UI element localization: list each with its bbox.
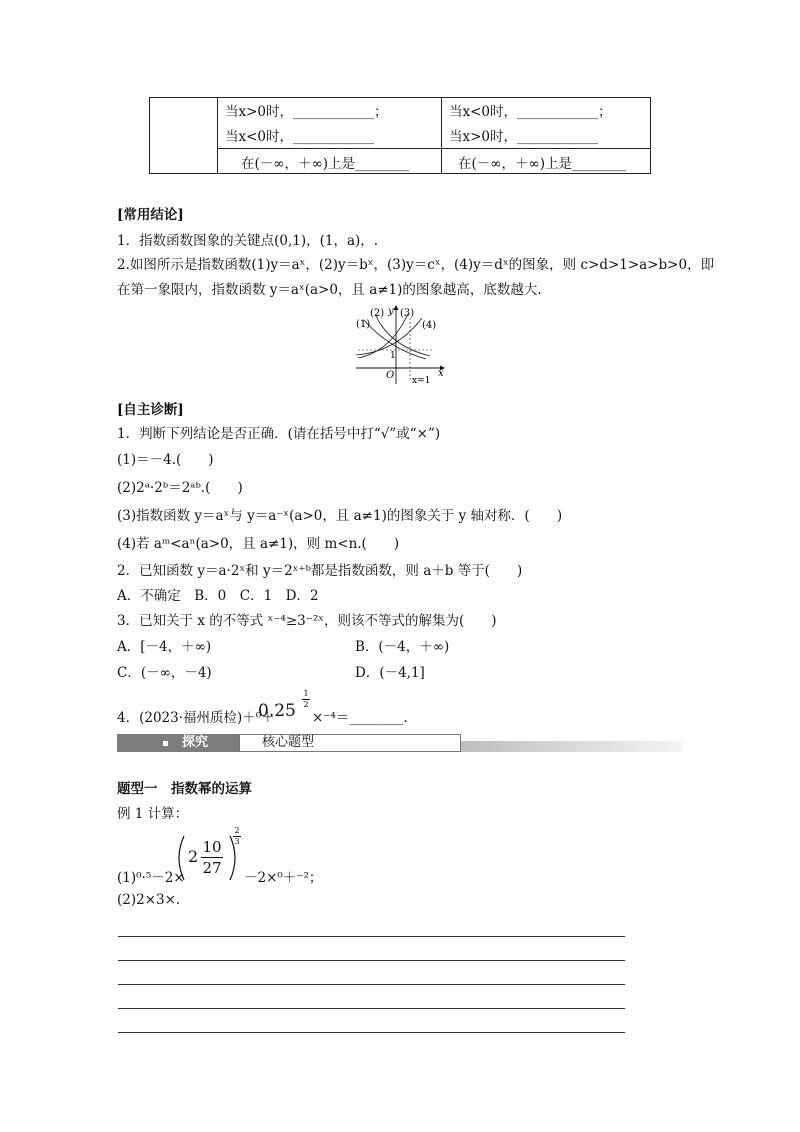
y-axis-label: y [388,306,394,317]
table-cell: 在(－∞，＋∞)上是________ [241,156,410,172]
table-cell: 当x>0时，____________ [449,129,599,145]
math-expression: (2)2×3×. [117,892,181,908]
question: (4)若 aᵐ<aⁿ(a>0，且 a≠1)，则 m<n.( ) [117,536,400,552]
answer-options: A．不确定 B．0 C．1 D．2 [117,588,319,604]
table-cell: 当x<0时，____________ [225,129,375,145]
math-expression: －2×⁰＋⁻²； [244,870,323,886]
question: (2)2ᵃ·2ᵇ＝2ᵃᵇ.( ) [117,480,243,496]
conclusion-item: 1．指数函数图象的关键点(0,1)，(1，a)，. [117,233,379,249]
option-b: B．(－4，＋∞) [355,639,450,655]
question: ×⁻⁴＝________. [312,710,408,726]
section-header: [自主诊断] [117,402,184,418]
question: 3．已知关于 x 的不等式 ˣ⁻⁴≥3⁻²ˣ，则该不等式的解集为( ) [117,613,497,629]
question: 4．(2023·福州质检)＋⁰＋ [117,710,275,726]
x-axis-label: x [438,368,444,379]
point-label: 1 [390,351,396,361]
exponential-graph-figure [350,302,450,386]
question: (1)＝－4.( ) [117,452,214,468]
answer-line [118,1008,625,1009]
fraction: 10 27 [202,838,222,877]
math-base: 0.25 [258,701,296,721]
answer-line [118,984,625,985]
question: 2．已知函数 y＝a·2ˣ和 y＝2ˣ⁺ᵇ都是指数函数，则 a＋b 等于( ) [117,563,523,579]
option-c: C．(－∞，－4) [117,665,212,681]
curve-label: (4) [422,320,437,331]
curve-label: (2) [370,308,385,319]
banner-right-label: 核心题型 [262,735,315,750]
conclusion-item: 在第一象限内，指数函数 y＝aˣ(a>0，且 a≠1)的图象越高，底数越大. [117,282,542,298]
option-d: D．(－4,1] [355,665,425,681]
line-label: x=1 [412,376,431,386]
origin-label: O [386,370,395,381]
section-banner [117,734,682,752]
section-title: 题型一 指数幂的运算 [117,781,252,797]
section-header: [常用结论] [117,207,184,223]
curve-label: (1) [356,319,371,330]
table-cell: 在(－∞，＋∞)上是________ [458,156,627,172]
math-expression: (1)⁰·⁵－2× [117,870,185,886]
answer-line [118,1032,625,1033]
answer-line [118,960,625,961]
math-exponent: 1 2 [303,689,309,709]
option-a: A．[－4，＋∞) [117,639,212,655]
table-cell: 当x>0时，____________； [225,104,388,120]
question: 1．判断下列结论是否正确．(请在括号中打“√”或“×”) [117,426,441,442]
math-exponent: 2 3 [234,826,240,846]
conclusion-item: 2.如图所示是指数函数(1)y＝aˣ，(2)y＝bˣ，(3)y＝cˣ，(4)y＝dˣ的图象，则 c>d>1>a>b>0，即 [117,257,715,273]
answer-line [118,936,625,937]
question: (3)指数函数 y＝aˣ与 y＝a⁻ˣ(a>0，且 a≠1)的图象关于 y 轴对称．( ) [117,508,563,524]
example-label: 例 1 计算： [117,806,189,822]
table-cell: 当x<0时，____________； [449,104,612,120]
banner-left-label: 探究 [182,735,209,750]
curve-label: (3) [400,308,415,319]
mixed-number-whole: 2 [188,847,199,866]
